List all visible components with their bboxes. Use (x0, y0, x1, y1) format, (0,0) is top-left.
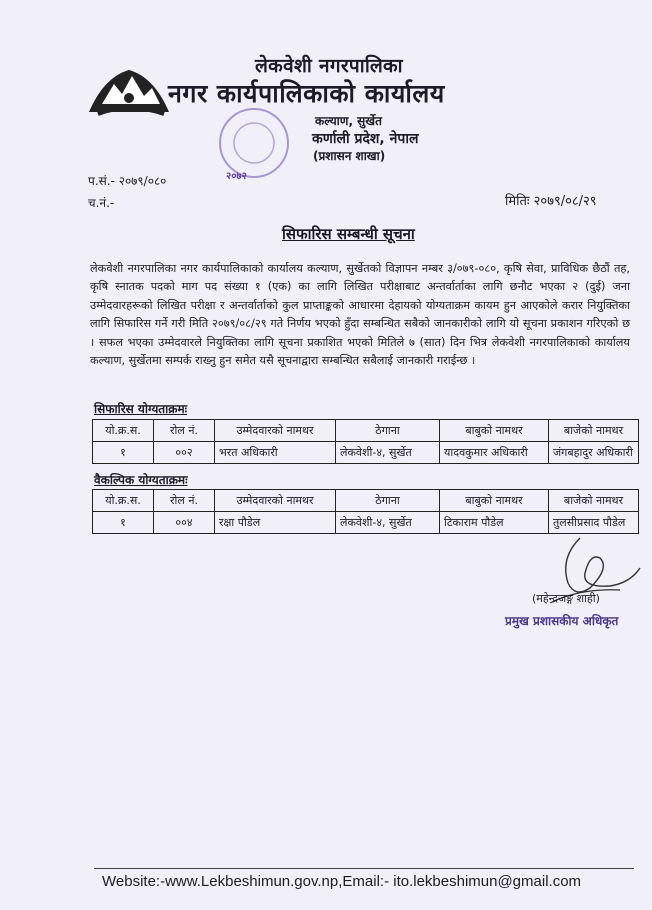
col-header: उम्मेदवारको नामथर (215, 490, 336, 512)
letter-date: मितिः २०७९/०८/२९ (505, 194, 597, 209)
table-cell: भरत अधिकारी (215, 442, 336, 464)
table-header-row (93, 490, 639, 512)
dispatch-number: च.नं.- (88, 196, 115, 210)
col-header: ठेगाना (336, 420, 440, 442)
stamp-year: २०७२ (226, 171, 247, 182)
col-header: ठेगाना (336, 490, 440, 512)
col-header: उम्मेदवारको नामथर (215, 420, 336, 442)
table-cell: १ (93, 442, 154, 464)
footer-divider (94, 868, 634, 869)
nepal-emblem-logo (84, 62, 174, 120)
recommended-table (92, 419, 639, 464)
table-cell: १ (93, 512, 154, 534)
office-title: नगर कार्यपालिकाको कार्यालय (168, 79, 445, 108)
recommended-heading: सिफारिस योग्यताक्रमः (94, 402, 188, 416)
footer-contact: Website:-www.Lekbeshimun.gov.np,Email:- ito.lekbeshimun@gmail.com (102, 873, 582, 890)
letter-ref-number: प.सं.- २०७९/०८० (88, 174, 167, 188)
notice-title: सिफारिस सम्बन्धी सूचना (282, 225, 415, 243)
table-cell: रक्षा पौडेल (215, 512, 336, 534)
notice-body: लेकवेशी नगरपालिका नगर कार्यपालिकाको कार्यालय कल्याण, सुर्खेतको विज्ञापन नम्बर ३/०७९-०८०, कृषि सेवा, प्राविधिक छैठौं तह, कृषि स्नातक पदको माग पद संख्या १ (एक) का लागि लिखित परीक्षाबाट अन्तर्वार्ताका लागि छनौट भएका २ (दुई) जना उम्मेदवारहरूको लिखित परीक्षा र अन्तर्वार्ताको कुल प्राप्ताङ्कको आधारमा देहायको योग्यताक्रम कायम हुन आएकोले करार नियुक्तिका लागि सिफारिस गर्ने गरी मिति २०७९/०८/२९ गते निर्णय भएको हुँदा सम्बन्धित सबैको जानकारीको लागि यो सूचना प्रकाशन गरिएको छ । सफल भएका उम्मेदवारले नियुक्तिका लागि सूचना प्रकाशित भएको मितिले ७ (सात) दिन भित्र लेकवेशी नगरपालिकाको कार्यालय कल्याण, सुर्खेतमा सम्पर्क राख्नु हुन समेत यसै सूचनाद्वारा सम्बन्धित सबैलाई जानकारी गराईन्छ । (90, 262, 630, 368)
section-name: (प्रशासन शाखा) (313, 149, 386, 163)
table-cell: तुलसीप्रसाद पौडेल (549, 512, 639, 534)
col-header: यो.क्र.स. (93, 420, 154, 442)
address-province: कर्णाली प्रदेश, नेपाल (312, 131, 419, 147)
col-header: बाबुको नामथर (440, 490, 549, 512)
signer-title: प्रमुख प्रशासकीय अधिकृत (505, 614, 619, 628)
municipality-name: लेकवेशी नगरपालिका (255, 55, 403, 77)
col-header: बाजेको नामथर (549, 490, 639, 512)
table-cell: लेकवेशी-४, सुर्खेत (336, 512, 440, 534)
office-stamp (196, 105, 316, 187)
col-header: बाबुको नामथर (440, 420, 549, 442)
table-cell: लेकवेशी-४, सुर्खेत (336, 442, 440, 464)
table-cell: टिकाराम पौडेल (440, 512, 549, 534)
table-header-row (93, 420, 639, 442)
alternate-heading: वैकल्पिक योग्यताक्रमः (94, 473, 188, 487)
table-cell: ००४ (154, 512, 215, 534)
table-cell: यादवकुमार अधिकारी (440, 442, 549, 464)
col-header: रोल नं. (154, 490, 215, 512)
col-header: यो.क्र.स. (93, 490, 154, 512)
table-cell: ००२ (154, 442, 215, 464)
signer-name: (महेन्द्रजङ्ग शाही) (532, 592, 600, 605)
table-cell: जंगबहादुर अधिकारी (549, 442, 639, 464)
col-header: बाजेको नामथर (549, 420, 639, 442)
address-city: कल्याण, सुर्खेत (315, 114, 382, 128)
table-row (93, 442, 639, 464)
col-header: रोल नं. (154, 420, 215, 442)
